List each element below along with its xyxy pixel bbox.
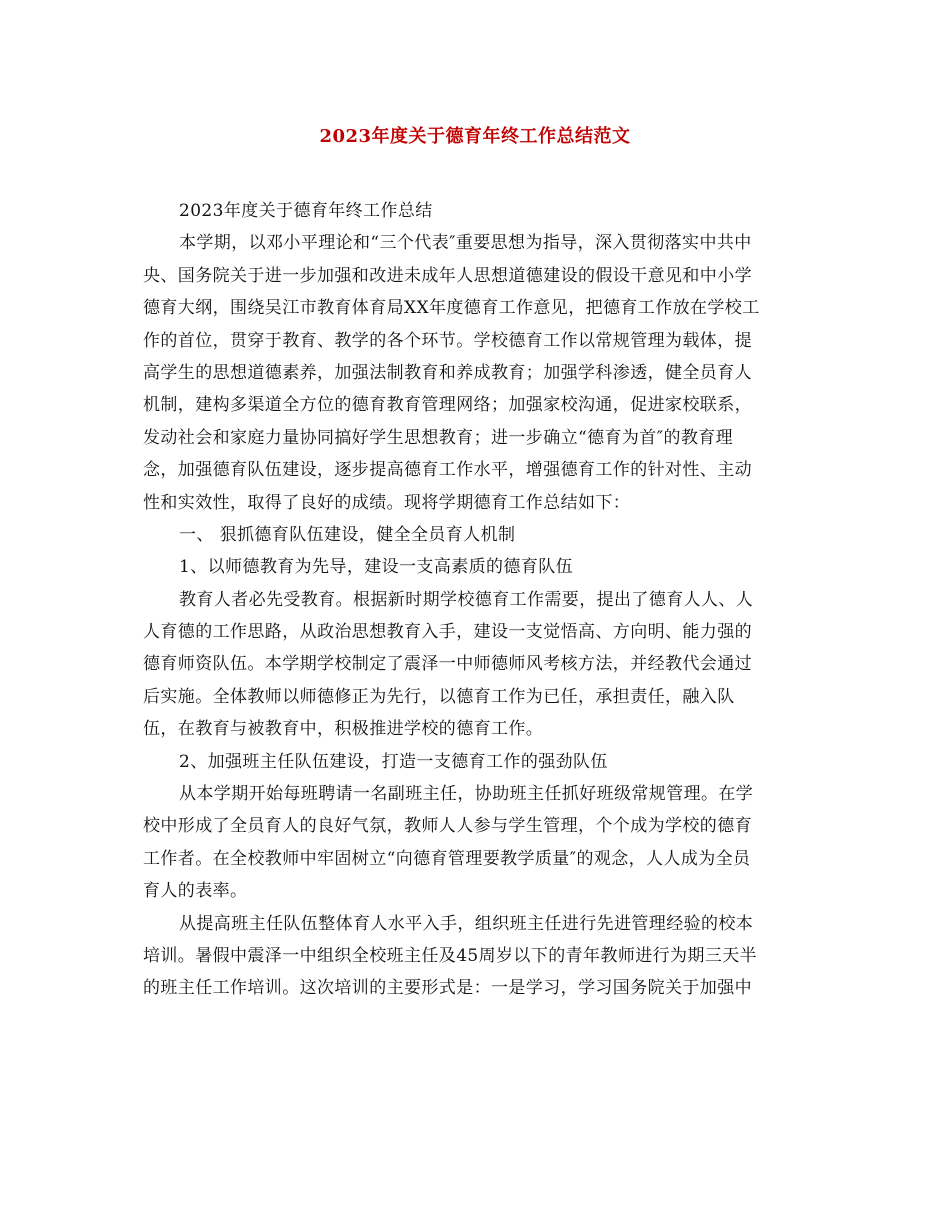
text-line: 德育师资队伍。本学期学校制定了震泽一中师德师风考核方法，并经教代会通过	[143, 654, 752, 675]
text-line: 教育人者必先受教育。根据新时期学校德育工作需要，提出了德育人人、人	[179, 589, 754, 610]
text-line: 高学生的思想道德素养，加强法制教育和养成教育；加强学科渗透，健全员育人	[143, 362, 752, 383]
document-body	[143, 195, 803, 1005]
text-line: 工作者。在全校教师中牢固树立“向德育管理要教学质量″的观念，人人成为全员	[143, 848, 751, 869]
text-line: 伍，在教育与被教育中，积极推进学校的德育工作。	[143, 719, 544, 740]
text-line: 本学期，以邓小平理论和“三个代表″重要思想为指导，深入贯彻落实中共中	[179, 233, 752, 254]
text-line: 育人的表率。	[143, 881, 248, 902]
text-line: 1、以师德教育为先导，建设一支高素质的德育队伍	[179, 557, 574, 578]
text-line: 发动社会和家庭力量协同搞好学生思想教育；进一步确立“德育为首″的教育理	[143, 427, 734, 448]
text-line: 念，加强德育队伍建设，逐步提高德育工作水平，增强德育工作的针对性、主动	[143, 460, 752, 481]
text-line: 2023年度关于德育年终工作总结	[179, 201, 433, 221]
text-line: 的班主任工作培训。这次培训的主要形式是：一是学习，学习国务院关于加强中	[143, 978, 752, 999]
text-line: 人育德的工作思路，从政治思想教育入手，建设一支觉悟高、方向明、能力强的	[143, 622, 752, 643]
text-line: 一、 狠抓德育队伍建设，健全全员育人机制	[179, 524, 516, 545]
text-line: 校中形成了全员育人的良好气氛，教师人人参与学生管理，个个成为学校的德育	[143, 816, 752, 837]
text-line: 央、国务院关于进一步加强和改进未成年人思想道德建设的假设干意见和中小学	[143, 265, 752, 286]
text-line: 2、加强班主任队伍建设，打造一支德育工作的强劲队伍	[179, 751, 608, 772]
text-line: 从提高班主任队伍整体育人水平入手，组织班主任进行先进管理经验的校本	[179, 913, 754, 934]
text-line: 作的首位，贯穿于教育、教学的各个环节。学校德育工作以常规管理为载体，提	[143, 330, 752, 351]
text-line: 培训。暑假中震泽一中组织全校班主任及45周岁以下的青年教师进行为期三天半	[143, 945, 758, 966]
text-line: 机制，建构多渠道全方位的德育教育管理网络；加强家校沟通，促进家校联系，	[143, 395, 752, 416]
document-title: 2023年度关于德育年终工作总结范文	[319, 126, 631, 147]
text-line: 从本学期开始每班聘请一名副班主任，协助班主任抓好班级常规管理。在学	[179, 784, 754, 805]
text-line: 德育大纲，围绕吴江市教育体育局XX年度德育工作意见，把德育工作放在学校工	[143, 298, 760, 319]
text-line: 性和实效性，取得了良好的成绩。现将学期德育工作总结如下：	[143, 492, 631, 513]
text-line: 后实施。全体教师以师德修正为先行，以德育工作为已任，承担责任，融入队	[143, 686, 735, 707]
